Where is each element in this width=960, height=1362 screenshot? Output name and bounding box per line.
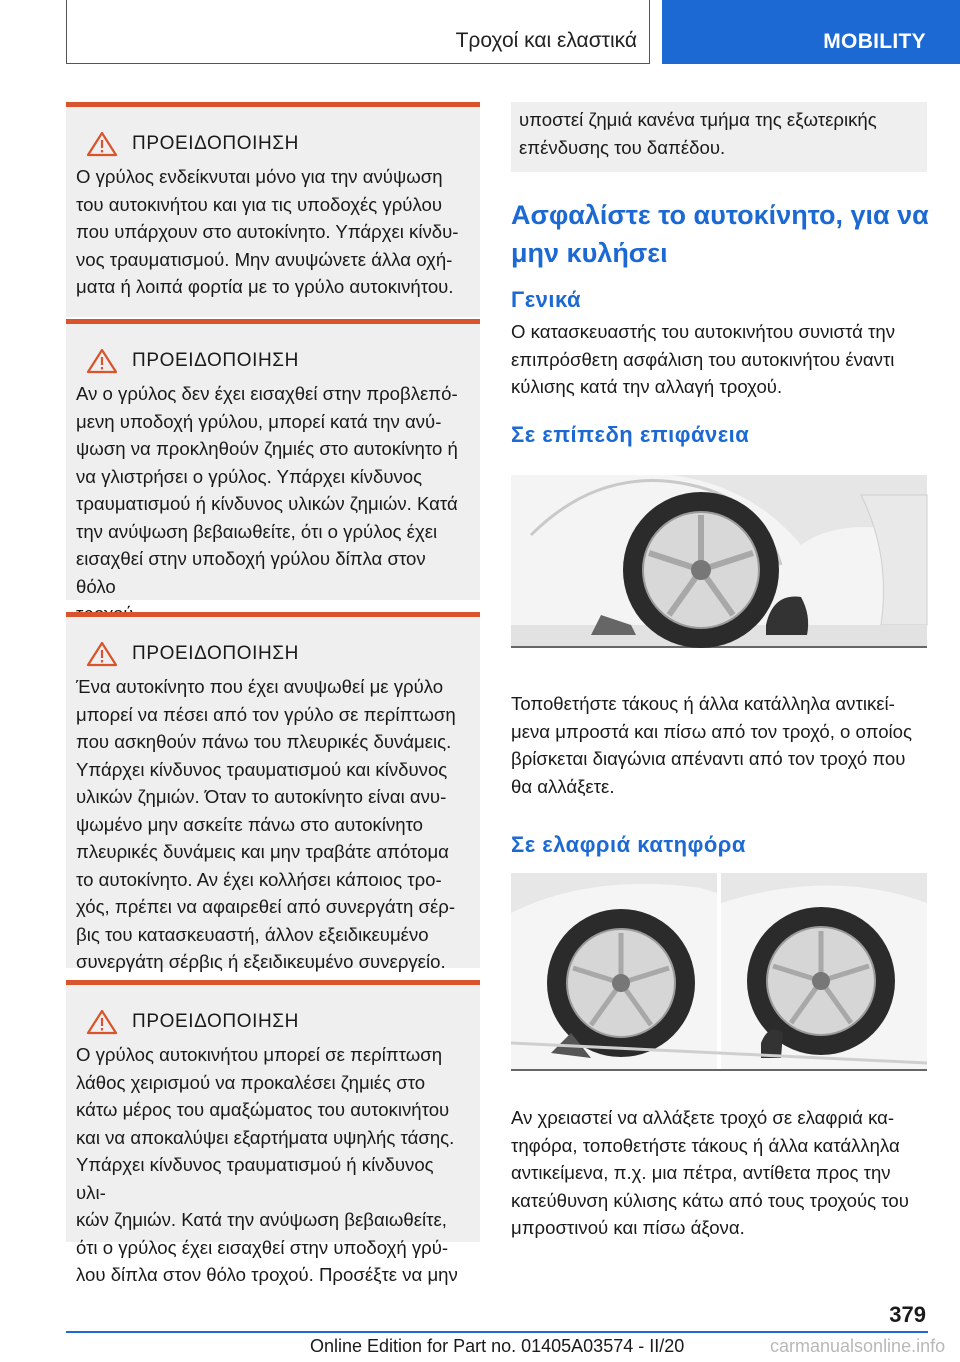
footer-edition: Online Edition for Part no. 01405A03574 - II/20 [310, 1336, 685, 1356]
flat-surface-illustration [511, 475, 927, 648]
warning-title: ΠΡΟΕΙΔΟΠΟΙΗΣΗ [132, 133, 299, 154]
warning-box-2 [66, 319, 480, 600]
warning-title: ΠΡΟΕΙΔΟΠΟΙΗΣΗ [132, 643, 299, 664]
general-heading: Γενικά [511, 287, 582, 312]
footer-watermark: carmanualsonline.info [770, 1336, 946, 1356]
flat-surface-heading: Σε επίπεδη επιφάνεια [511, 422, 750, 447]
page-number: 379 [889, 1302, 926, 1327]
chapter-title: MOBILITY [823, 30, 926, 53]
slope-heading: Σε ελαφριά κατηφόρα [511, 832, 746, 857]
slope-text: Αν χρειαστεί να αλλάξετε τροχό σε ελαφριά κα- τηφόρα, τοποθετήστε τάκους ή άλλα κατάλληλα αντικείμενα, π.χ. μια πέτρα, αντίθετα προς την κατεύθυνση κύλισης κάτω από τους τροχούς του μπροστινού και πίσω άξονα. [511, 1107, 909, 1238]
warning-text: Ένα αυτοκίνητο που έχει ανυψωθεί με γρύλο μπορεί να πέσει από τον γρύλο σε περίπτωση που ασκηθούν πάνω του πλευρικές δυνάμεις. Υπάρχει κίνδυνος τραυματισμού και κίνδυνος υλικών ζημιών. Όταν το αυτοκίνητο είναι ανυ- ψωμένο μην ασκείτε πάνω στο αυτοκίνητο πλευρικές δυνάμεις και μην τραβάτε απότομα το αυτοκίνητο. Αν έχει κολλήσει κάποιος τρο- χός, πρέπει να αφαιρεθεί από συνεργάτη σέρ- βις του κατασκευαστή, άλλον εξειδικευμένο συνεργάτη σέρβις ή εξειδικευμένο συνεργείο. [76, 676, 456, 972]
warning-text: Ο γρύλος αυτοκινήτου μπορεί σε περίπτωση λάθος χειρισμού να προκαλέσει ζημιές στο κάτω μέρος του αμαξώματος του αυτοκινήτου και να αποκαλύψει εξαρτήματα υψηλής τάσης. Υπάρχει κίνδυνος τραυματισμού ή κίνδυνος υλι- κών ζημιών. Κατά την ανύψωση βεβαιωθείτε, ότι ο γρύλος έχει εισαχθεί στην υποδοχή γρύ- λου δίπλα στον θόλο τροχού. Προσέξτε να μην [76, 1044, 458, 1285]
warning-box-3 [66, 612, 480, 972]
slope-illustration [511, 873, 927, 1071]
warning-title: ΠΡΟΕΙΔΟΠΟΙΗΣΗ [132, 350, 299, 371]
warning-title: ΠΡΟΕΙΔΟΠΟΙΗΣΗ [132, 1011, 299, 1032]
section-heading: Ασφαλίστε το αυτοκίνητο, για να μην κυλήσει [511, 200, 929, 268]
footer-divider [66, 1331, 928, 1333]
section-title: Τροχοί και ελαστικά [455, 29, 637, 52]
warning-triangle-icon [86, 641, 118, 667]
warning-box-1 [66, 102, 480, 317]
warning-continuation: υποστεί ζημιά κανένα τμήμα της εξωτερικής επένδυσης του δαπέδου. [511, 102, 927, 172]
warning-box-4 [66, 980, 480, 1285]
header-section-box [66, 0, 650, 64]
general-text: Ο κατασκευαστής του αυτοκινήτου συνιστά την επιπρόσθετη ασφάλιση του αυτοκινήτου έναντι κύλισης κατά την αλλαγή τροχού. [511, 321, 895, 397]
warning-triangle-icon [86, 1009, 118, 1035]
warning-text: Αν ο γρύλος δεν έχει εισαχθεί στην προβλεπό- μενη υποδοχή γρύλου, μπορεί κατά την ανύ- ψωση να προκληθούν ζημιές στο αυτοκίνητο ή να γλιστρήσει ο γρύλος. Υπάρχει κίνδυνος τραυματισμού ή κίνδυνος υλικών ζημιών. Κατά την ανύψωση βεβαιωθείτε, ότι ο γρύλος έχει εισαχθεί στην υποδοχή γρύλου δίπλα στον θόλο [76, 383, 458, 597]
warning-triangle-icon [86, 348, 118, 374]
warning-triangle-icon [86, 131, 118, 157]
flat-surface-text: Τοποθετήστε τάκους ή άλλα κατάλληλα αντικεί- μενα μπροστά και πίσω από τον τροχό, ο οποίος βρίσκεται διαγώνια απέναντι από τον τροχό που θα αλλάξετε. [511, 693, 912, 797]
header-chapter-box [662, 0, 960, 64]
warning-text: Ο γρύλος ενδείκνυται μόνο για την ανύψωση του αυτοκινήτου και για τις υποδοχές γρύλου που υπάρχουν στο αυτοκίνητο. Υπάρχει κίνδυ- νος τραυματισμού. Μην ανυψώνετε άλλα οχή- ματα ή λοιπά φορτία με το γρύλο αυτοκινήτου. [76, 166, 459, 297]
